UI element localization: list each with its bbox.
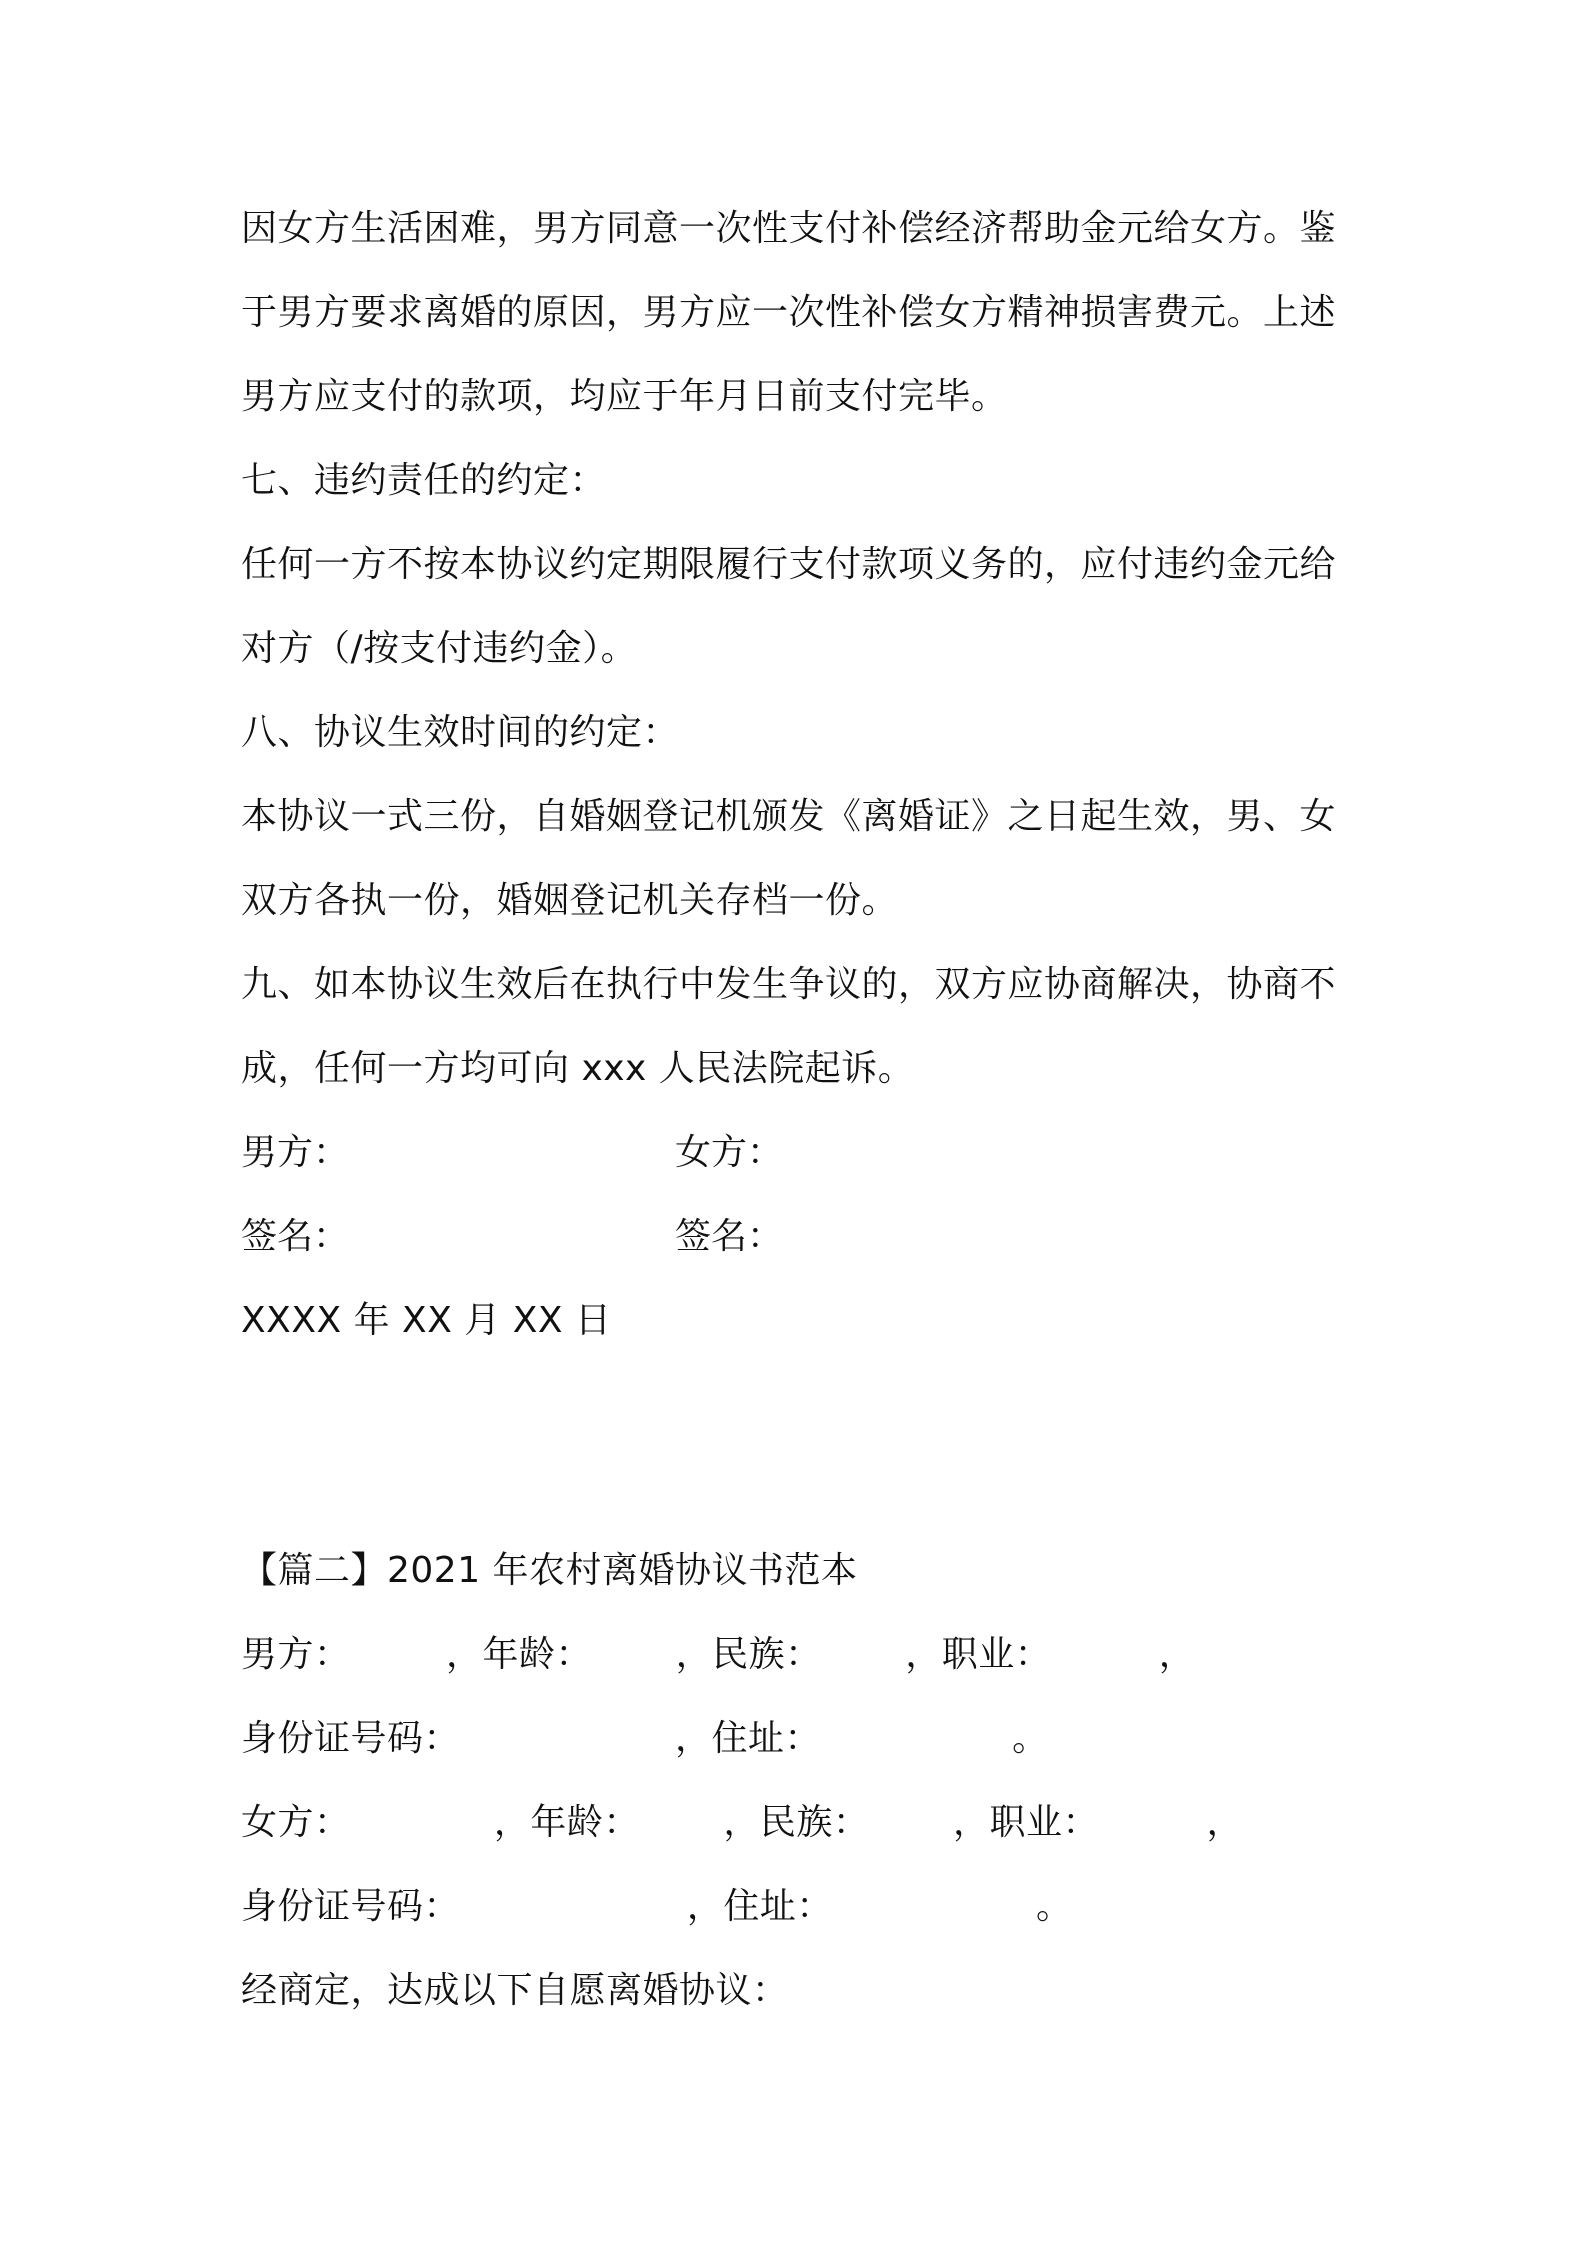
male-signature-label: 签名： xyxy=(241,1216,350,1257)
female-signature-label: 签名： xyxy=(675,1216,784,1257)
male-info-line: 男方： ，年龄： ，民族： ，职业： ， xyxy=(241,1634,1196,1675)
agreement-date: XXXX 年 XX 月 XX 日 xyxy=(241,1300,612,1341)
female-info-line: 女方： ，年龄： ，民族： ，职业： ， xyxy=(241,1802,1244,1843)
clause-7-line-1: 任何一方不按本协议约定期限履行支付款项义务的，应付违约金元给 xyxy=(241,544,1337,585)
agreement-intro: 经商定，达成以下自愿离婚协议： xyxy=(241,1970,789,2011)
male-party-label: 男方： xyxy=(241,1132,350,1173)
male-id-line: 身份证号码： ，住址： 。 xyxy=(241,1718,1049,1759)
compensation-line-3: 男方应支付的款项，均应于年月日前支付完毕。 xyxy=(241,376,1008,417)
clause-7-line-2: 对方（/按支付违约金）。 xyxy=(241,628,638,669)
clause-9-line-1: 九、如本协议生效后在执行中发生争议的，双方应协商解决，协商不 xyxy=(241,964,1337,1005)
clause-8-line-1: 本协议一式三份，自婚姻登记机颁发《离婚证》之日起生效，男、女 xyxy=(241,796,1337,837)
female-id-line: 身份证号码： ，住址： 。 xyxy=(241,1886,1073,1927)
female-party-label: 女方： xyxy=(675,1132,784,1173)
clause-8-line-2: 双方各执一份，婚姻登记机关存档一份。 xyxy=(241,880,899,921)
clause-8-title: 八、协议生效时间的约定： xyxy=(241,712,680,753)
compensation-line-2: 于男方要求离婚的原因，男方应一次性补偿女方精神损害费元。上述 xyxy=(241,292,1337,333)
clause-9-line-2: 成，任何一方均可向 xxx 人民法院起诉。 xyxy=(241,1048,915,1089)
clause-7-title: 七、违约责任的约定： xyxy=(241,460,607,501)
compensation-line-1: 因女方生活困难，男方同意一次性支付补偿经济帮助金元给女方。鉴 xyxy=(241,208,1337,249)
section-2-heading: 【篇二】2021 年农村离婚协议书范本 xyxy=(241,1550,858,1591)
